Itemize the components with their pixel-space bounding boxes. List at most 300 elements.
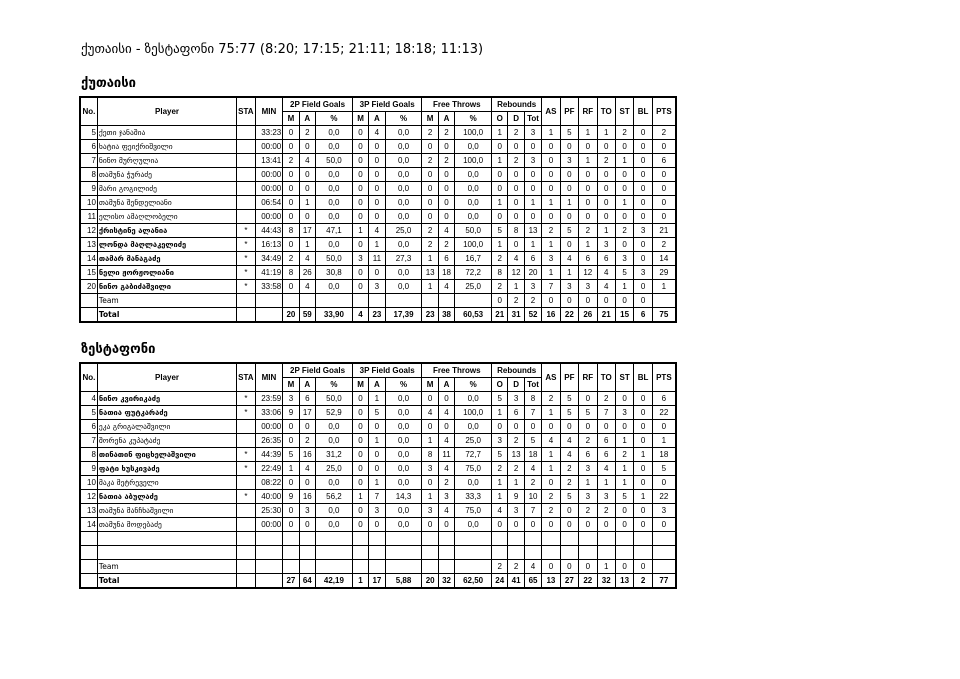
stat-p2p: 56,2	[315, 490, 352, 504]
col-rf: RF	[579, 97, 597, 126]
player-number: 7	[80, 434, 97, 448]
stat-p2m: 0	[283, 182, 299, 196]
stat-o: 0	[492, 518, 508, 532]
player-number: 15	[80, 266, 97, 280]
stat-bl: 0	[634, 182, 652, 196]
stat-p3p: 0,0	[385, 420, 422, 434]
empty-cell	[492, 532, 508, 546]
empty-cell	[255, 560, 283, 574]
starter-mark: *	[237, 490, 255, 504]
stat-pf: 0	[560, 420, 578, 434]
stat-tot: 20	[524, 266, 541, 280]
stat-to: 0	[597, 168, 615, 182]
stat-p3m: 0	[352, 518, 368, 532]
stat-p3m: 0	[352, 434, 368, 448]
minutes: 08:22	[255, 476, 283, 490]
stat-p3p: 0,0	[385, 462, 422, 476]
stat-pts: 0	[652, 476, 676, 490]
sub-a: A	[299, 112, 315, 126]
stat-st: 0	[615, 392, 633, 406]
stat-st: 0	[615, 518, 633, 532]
player-number: 7	[80, 154, 97, 168]
empty-cell	[352, 560, 368, 574]
stat-as: 1	[542, 238, 560, 252]
stat-p3p: 0,0	[385, 154, 422, 168]
empty-cell	[299, 560, 315, 574]
minutes: 25:30	[255, 504, 283, 518]
empty-cell	[597, 532, 615, 546]
sub-tot: Tot	[524, 112, 541, 126]
player-row	[80, 462, 676, 476]
starter-mark: *	[237, 448, 255, 462]
stat-p3p: 0,0	[385, 448, 422, 462]
box-score-table-home	[79, 96, 677, 323]
stat-st: 0	[615, 504, 633, 518]
starter-mark	[237, 168, 255, 182]
col-sta: STA	[237, 97, 255, 126]
stat-p2a: 0	[299, 476, 315, 490]
team-stat-as: 0	[542, 560, 560, 574]
stat-ftm: 1	[422, 434, 438, 448]
stat-p2p: 0,0	[315, 476, 352, 490]
starter-mark: *	[237, 392, 255, 406]
empty-cell	[369, 532, 385, 546]
team-row-label: Team	[97, 294, 236, 308]
col-3p: 3P Field Goals	[352, 363, 422, 378]
stat-p2p: 0,0	[315, 238, 352, 252]
stat-p2a: 4	[299, 252, 315, 266]
col-rf: RF	[579, 363, 597, 392]
col-ft: Free Throws	[422, 97, 492, 112]
empty-cell	[80, 308, 97, 323]
empty-cell	[422, 294, 438, 308]
empty-cell	[524, 532, 541, 546]
stat-p2m: 0	[283, 434, 299, 448]
stat-bl: 0	[634, 462, 652, 476]
stat-d: 3	[508, 392, 524, 406]
stat-pf: 4	[560, 448, 578, 462]
col-to: TO	[597, 363, 615, 392]
stat-p3m: 1	[352, 224, 368, 238]
empty-cell	[597, 546, 615, 560]
stat-p3m: 0	[352, 448, 368, 462]
stat-fta: 4	[438, 504, 454, 518]
sub-a: A	[369, 378, 385, 392]
stat-ftp: 100,0	[455, 238, 492, 252]
stat-st: 3	[615, 406, 633, 420]
stat-p3a: 0	[369, 420, 385, 434]
stat-pf: 5	[560, 392, 578, 406]
total-to: 32	[597, 574, 615, 589]
stat-rf: 2	[579, 224, 597, 238]
stat-o: 1	[492, 406, 508, 420]
team-heading-away: ზესტაფონი	[81, 342, 156, 357]
player-number: 5	[80, 406, 97, 420]
stat-p2p: 0,0	[315, 420, 352, 434]
total-fta: 38	[438, 308, 454, 323]
sub-a: A	[369, 112, 385, 126]
stat-ftp: 0,0	[455, 196, 492, 210]
empty-cell	[237, 574, 255, 589]
stat-tot: 3	[524, 154, 541, 168]
stat-o: 0	[492, 168, 508, 182]
player-row	[80, 266, 676, 280]
stat-tot: 0	[524, 420, 541, 434]
stat-st: 5	[615, 266, 633, 280]
stat-pts: 0	[652, 210, 676, 224]
stat-tot: 5	[524, 434, 541, 448]
empty-cell	[315, 546, 352, 560]
stat-ftm: 0	[422, 182, 438, 196]
player-number: 5	[80, 126, 97, 140]
stat-p2a: 3	[299, 504, 315, 518]
stat-p3m: 0	[352, 392, 368, 406]
empty-cell	[579, 532, 597, 546]
stat-rf: 5	[579, 406, 597, 420]
stat-rf: 2	[579, 504, 597, 518]
starter-mark	[237, 420, 255, 434]
stat-p3p: 27,3	[385, 252, 422, 266]
stat-p2p: 31,2	[315, 448, 352, 462]
team-heading-home: ქუთაისი	[81, 76, 136, 91]
stat-p3a: 0	[369, 168, 385, 182]
minutes: 41:19	[255, 266, 283, 280]
stat-st: 1	[615, 476, 633, 490]
player-row	[80, 504, 676, 518]
stat-pts: 1	[652, 434, 676, 448]
total-as: 13	[542, 574, 560, 589]
stat-pf: 0	[560, 182, 578, 196]
starter-mark	[237, 126, 255, 140]
stat-ftp: 75,0	[455, 462, 492, 476]
empty-cell	[455, 560, 492, 574]
stat-rf: 0	[579, 420, 597, 434]
col-no: No.	[80, 97, 97, 126]
empty-cell	[255, 308, 283, 323]
empty-cell	[385, 560, 422, 574]
stat-d: 0	[508, 210, 524, 224]
player-row	[80, 140, 676, 154]
empty-cell	[299, 546, 315, 560]
stat-tot: 3	[524, 280, 541, 294]
sub-d: D	[508, 378, 524, 392]
stat-o: 2	[492, 280, 508, 294]
player-row	[80, 196, 676, 210]
player-name: თამუნა ჭურაძე	[97, 168, 236, 182]
total-label: Total	[97, 574, 236, 589]
col-ft: Free Throws	[422, 363, 492, 378]
stat-st: 0	[615, 182, 633, 196]
starter-mark	[237, 476, 255, 490]
stat-fta: 2	[438, 238, 454, 252]
stat-rf: 0	[579, 518, 597, 532]
stat-rf: 6	[579, 252, 597, 266]
stat-tot: 7	[524, 504, 541, 518]
stat-p2a: 0	[299, 210, 315, 224]
empty-cell	[80, 532, 97, 546]
empty-cell	[80, 294, 97, 308]
minutes: 33:58	[255, 280, 283, 294]
sub-pct: %	[315, 112, 352, 126]
stat-fta: 18	[438, 266, 454, 280]
stat-d: 0	[508, 182, 524, 196]
stat-p3a: 0	[369, 140, 385, 154]
player-row	[80, 126, 676, 140]
stat-p2p: 0,0	[315, 434, 352, 448]
stat-p3p: 0,0	[385, 434, 422, 448]
empty-cell	[385, 546, 422, 560]
empty-cell	[438, 546, 454, 560]
player-name: ნინო მურღულია	[97, 154, 236, 168]
stat-ftp: 25,0	[455, 434, 492, 448]
stat-o: 1	[492, 196, 508, 210]
total-d: 31	[508, 308, 524, 323]
stat-as: 0	[542, 518, 560, 532]
player-number: 9	[80, 462, 97, 476]
empty-cell	[579, 546, 597, 560]
stat-pf: 0	[560, 504, 578, 518]
stat-p2a: 6	[299, 392, 315, 406]
empty-cell	[542, 546, 560, 560]
stat-ftm: 0	[422, 140, 438, 154]
stat-o: 1	[492, 490, 508, 504]
total-st: 13	[615, 574, 633, 589]
stat-st: 1	[615, 462, 633, 476]
minutes: 33:23	[255, 126, 283, 140]
total-tot: 52	[524, 308, 541, 323]
player-name: მაკა მეტრეველი	[97, 476, 236, 490]
player-name: შორენა კუპატაძე	[97, 434, 236, 448]
stat-o: 8	[492, 266, 508, 280]
stat-tot: 1	[524, 196, 541, 210]
player-number: 12	[80, 490, 97, 504]
stat-fta: 0	[438, 140, 454, 154]
stat-p2m: 9	[283, 406, 299, 420]
stat-o: 5	[492, 224, 508, 238]
stat-pf: 5	[560, 126, 578, 140]
stat-o: 1	[492, 238, 508, 252]
stat-tot: 18	[524, 448, 541, 462]
sub-a: A	[438, 112, 454, 126]
stat-p3a: 0	[369, 462, 385, 476]
stat-as: 1	[542, 266, 560, 280]
total-p3m: 4	[352, 308, 368, 323]
team-row	[80, 294, 676, 308]
stat-p2a: 1	[299, 196, 315, 210]
empty-cell	[315, 560, 352, 574]
stat-to: 6	[597, 448, 615, 462]
stat-p2p: 0,0	[315, 518, 352, 532]
stat-st: 0	[615, 420, 633, 434]
stat-p2a: 0	[299, 420, 315, 434]
stat-pts: 6	[652, 154, 676, 168]
col-bl: BL	[634, 363, 652, 392]
stat-p3a: 0	[369, 182, 385, 196]
stat-p3a: 0	[369, 154, 385, 168]
stat-ftm: 3	[422, 462, 438, 476]
player-rows-away	[80, 392, 676, 589]
stat-ftp: 72,2	[455, 266, 492, 280]
stat-ftp: 0,0	[455, 420, 492, 434]
player-rows-home	[80, 126, 676, 323]
player-name: თამუნა შენდელიანი	[97, 196, 236, 210]
stat-d: 6	[508, 406, 524, 420]
minutes: 44:43	[255, 224, 283, 238]
team-stat-bl: 0	[634, 560, 652, 574]
starter-mark: *	[237, 462, 255, 476]
stat-fta: 0	[438, 518, 454, 532]
stat-p2a: 0	[299, 182, 315, 196]
stat-as: 1	[542, 126, 560, 140]
stat-as: 0	[542, 210, 560, 224]
starter-mark	[237, 196, 255, 210]
col-player: Player	[97, 97, 236, 126]
sub-pct: %	[385, 112, 422, 126]
stat-d: 0	[508, 420, 524, 434]
sub-a: A	[438, 378, 454, 392]
stat-pts: 22	[652, 490, 676, 504]
empty-cell	[634, 546, 652, 560]
stat-p2m: 0	[283, 280, 299, 294]
stat-to: 0	[597, 196, 615, 210]
player-row	[80, 420, 676, 434]
stat-ftp: 75,0	[455, 504, 492, 518]
stat-p3a: 0	[369, 210, 385, 224]
team-stat-d: 2	[508, 294, 524, 308]
stat-p2p: 50,0	[315, 392, 352, 406]
player-number: 12	[80, 224, 97, 238]
stat-p2m: 0	[283, 238, 299, 252]
total-bl: 6	[634, 308, 652, 323]
stat-o: 0	[492, 182, 508, 196]
total-fta: 32	[438, 574, 454, 589]
player-row	[80, 476, 676, 490]
stat-pts: 0	[652, 182, 676, 196]
minutes: 00:00	[255, 210, 283, 224]
col-reb: Rebounds	[492, 363, 542, 378]
stat-pts: 2	[652, 126, 676, 140]
stat-p2p: 0,0	[315, 140, 352, 154]
stat-bl: 3	[634, 266, 652, 280]
starter-mark: *	[237, 406, 255, 420]
stat-to: 1	[597, 126, 615, 140]
total-ftp: 60,53	[455, 308, 492, 323]
empty-cell	[255, 532, 283, 546]
empty-cell	[237, 546, 255, 560]
stat-pf: 0	[560, 168, 578, 182]
stat-p3a: 4	[369, 126, 385, 140]
stat-p2p: 47,1	[315, 224, 352, 238]
player-number: 10	[80, 196, 97, 210]
player-number: 8	[80, 448, 97, 462]
empty-cell	[352, 532, 368, 546]
sub-m: M	[283, 112, 299, 126]
total-row	[80, 308, 676, 323]
stat-bl: 0	[634, 196, 652, 210]
sub-d: D	[508, 112, 524, 126]
total-p2m: 20	[283, 308, 299, 323]
stat-rf: 1	[579, 238, 597, 252]
stat-p2m: 0	[283, 420, 299, 434]
stat-p3m: 0	[352, 154, 368, 168]
stat-bl: 0	[634, 238, 652, 252]
col-2p: 2P Field Goals	[283, 97, 353, 112]
total-p3p: 5,88	[385, 574, 422, 589]
stat-d: 2	[508, 126, 524, 140]
empty-cell	[652, 546, 676, 560]
starter-mark	[237, 182, 255, 196]
player-row	[80, 490, 676, 504]
total-p2p: 33,90	[315, 308, 352, 323]
col-st: ST	[615, 97, 633, 126]
stat-p2p: 0,0	[315, 504, 352, 518]
stat-bl: 0	[634, 126, 652, 140]
sub-o: O	[492, 112, 508, 126]
total-ftm: 20	[422, 574, 438, 589]
stat-bl: 1	[634, 490, 652, 504]
stat-p2p: 0,0	[315, 182, 352, 196]
stat-to: 0	[597, 518, 615, 532]
empty-cell	[97, 532, 236, 546]
starter-mark: *	[237, 252, 255, 266]
empty-cell	[237, 294, 255, 308]
stat-d: 2	[508, 462, 524, 476]
minutes: 06:54	[255, 196, 283, 210]
minutes: 34:49	[255, 252, 283, 266]
minutes: 26:35	[255, 434, 283, 448]
stat-o: 2	[492, 462, 508, 476]
stat-p3a: 3	[369, 504, 385, 518]
stat-tot: 4	[524, 462, 541, 476]
empty-cell	[422, 546, 438, 560]
stat-ftm: 13	[422, 266, 438, 280]
player-row	[80, 392, 676, 406]
stat-fta: 0	[438, 392, 454, 406]
col-min: MIN	[255, 97, 283, 126]
stat-p3m: 0	[352, 476, 368, 490]
stat-pts: 6	[652, 392, 676, 406]
player-number: 14	[80, 252, 97, 266]
player-row	[80, 252, 676, 266]
col-2p: 2P Field Goals	[283, 363, 353, 378]
empty-row	[80, 532, 676, 546]
stat-p3m: 1	[352, 490, 368, 504]
stat-to: 0	[597, 140, 615, 154]
stat-to: 4	[597, 462, 615, 476]
sub-pct: %	[315, 378, 352, 392]
stat-p2m: 0	[283, 140, 299, 154]
stat-p3m: 0	[352, 210, 368, 224]
player-number: 4	[80, 392, 97, 406]
stat-as: 1	[542, 448, 560, 462]
stat-pts: 5	[652, 462, 676, 476]
total-rf: 26	[579, 308, 597, 323]
stat-pts: 21	[652, 224, 676, 238]
player-number: 20	[80, 280, 97, 294]
stat-ftp: 50,0	[455, 224, 492, 238]
stat-fta: 4	[438, 434, 454, 448]
stat-to: 1	[597, 476, 615, 490]
stat-p2p: 30,8	[315, 266, 352, 280]
stat-ftm: 2	[422, 126, 438, 140]
stat-as: 1	[542, 196, 560, 210]
stat-fta: 3	[438, 490, 454, 504]
stat-ftp: 0,0	[455, 140, 492, 154]
minutes: 00:00	[255, 420, 283, 434]
stat-ftm: 0	[422, 476, 438, 490]
stat-p3a: 5	[369, 406, 385, 420]
stat-p3p: 0,0	[385, 504, 422, 518]
